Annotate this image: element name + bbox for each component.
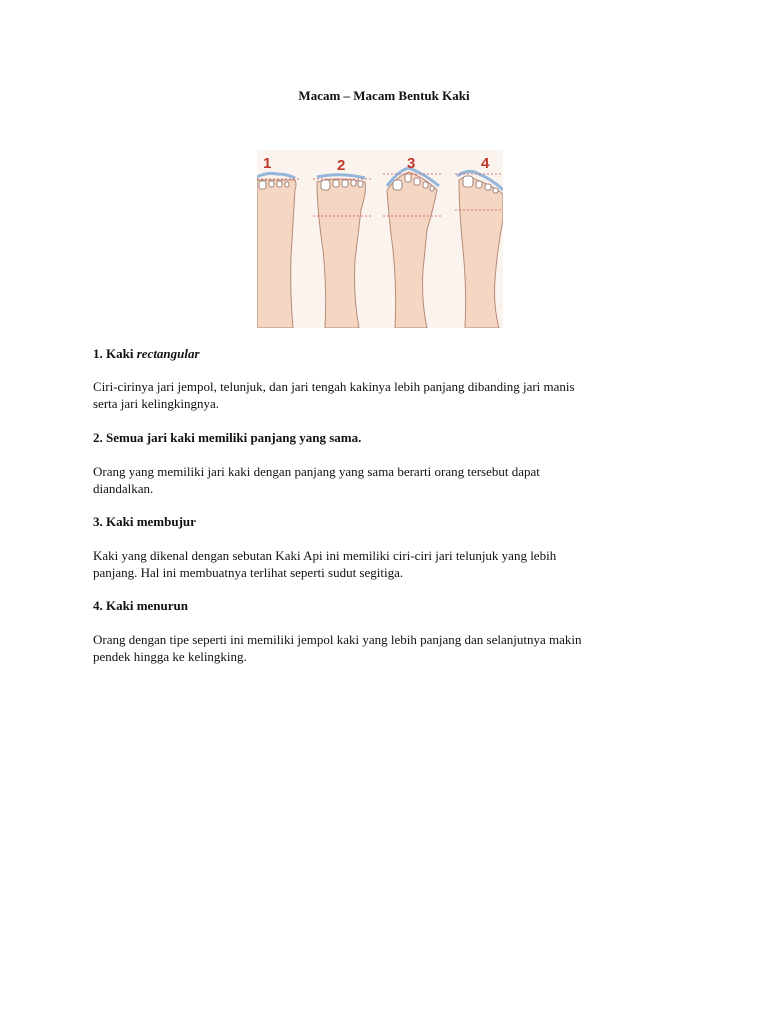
section-2-body bbox=[93, 463, 693, 497]
section-4-body bbox=[93, 631, 693, 665]
section-4-line-2: pendek hingga ke kelingking. bbox=[93, 649, 247, 664]
figure-number-3: 3 bbox=[407, 155, 416, 172]
section-1-heading-prefix: 1. Kaki bbox=[93, 346, 137, 361]
section-3-body bbox=[93, 547, 693, 581]
section-1-heading-italic: rectangular bbox=[136, 346, 200, 361]
section-2-line-1: Orang yang memiliki jari kaki dengan panjang yang sama berarti orang tersebut dapat bbox=[93, 464, 540, 479]
section-4-heading: 4. Kaki menurun bbox=[93, 598, 188, 613]
section-3-heading: 3. Kaki membujur bbox=[93, 514, 196, 529]
section-2-heading: 2. Semua jari kaki memiliki panjang yang sama. bbox=[93, 430, 362, 445]
section-1-line-1: Ciri-cirinya jari jempol, telunjuk, dan jari tengah kakinya lebih panjang dibanding jari manis bbox=[93, 379, 575, 394]
section-1-body bbox=[93, 378, 693, 412]
section-1-heading bbox=[93, 346, 200, 362]
section-3-line-1: Kaki yang dikenal dengan sebutan Kaki Api ini memiliki ciri-ciri jari telunjuk yang lebih bbox=[93, 548, 557, 563]
section-1-line-2: serta jari kelingkingnya. bbox=[93, 396, 219, 411]
page-title: Macam – Macam Bentuk Kaki bbox=[298, 88, 470, 103]
figure-number-4: 4 bbox=[481, 155, 490, 172]
section-2-line-2: diandalkan. bbox=[93, 481, 154, 496]
figure-number-2: 2 bbox=[337, 157, 346, 174]
feet-toe-shapes-icon bbox=[257, 150, 503, 328]
section-4-line-1: Orang dengan tipe seperti ini memiliki jempol kaki yang lebih panjang dan selanjutnya makin bbox=[93, 632, 582, 647]
feet-figure bbox=[257, 150, 503, 328]
figure-number-1: 1 bbox=[263, 155, 272, 172]
section-3-line-2: panjang. Hal ini membuatnya terlihat seperti sudut segitiga. bbox=[93, 565, 404, 580]
